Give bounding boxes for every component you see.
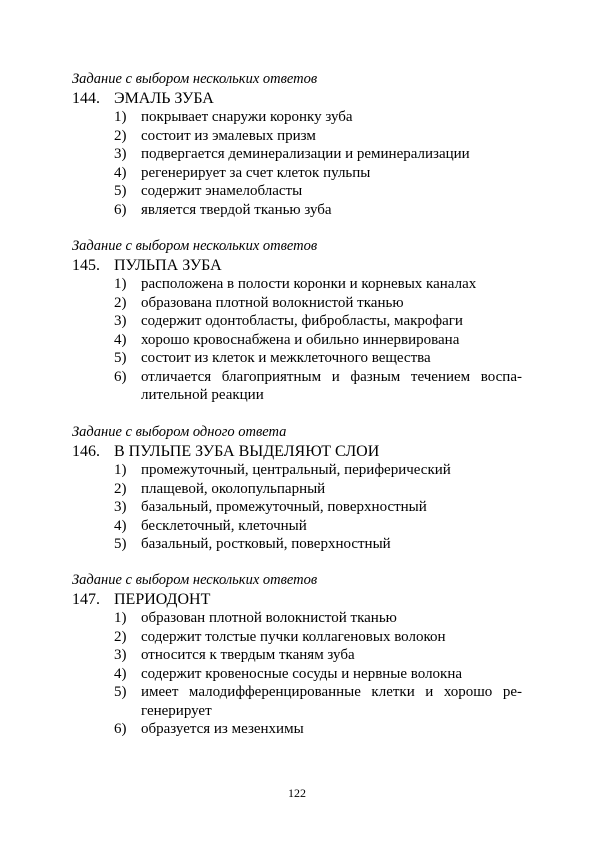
answer-option bbox=[0, 461, 594, 480]
answer-option bbox=[0, 517, 594, 536]
answer-option bbox=[0, 628, 594, 647]
option-number: 5) bbox=[114, 183, 127, 199]
answer-option bbox=[0, 182, 594, 201]
option-number: 1) bbox=[114, 109, 127, 125]
option-text: отличается благоприятным и фазным течением воспа- bbox=[141, 368, 522, 385]
option-number: 4) bbox=[114, 517, 127, 534]
answer-option bbox=[0, 720, 594, 739]
question-instruction: Задание с выбором нескольких ответов bbox=[72, 572, 318, 588]
option-number: 2) bbox=[114, 127, 127, 144]
option-number: 3) bbox=[114, 499, 127, 515]
option-number: 3) bbox=[114, 146, 127, 162]
question-title: ПЕРИОДОНТ bbox=[114, 591, 211, 608]
option-text: содержит кровеносные сосуды и нервные волокна bbox=[141, 665, 463, 682]
question-number: 144. bbox=[72, 90, 100, 107]
option-text: лительной реакции bbox=[141, 387, 264, 403]
option-text: образован плотной волокнистой тканью bbox=[141, 610, 397, 626]
page-number: 122 bbox=[288, 786, 306, 800]
answer-option bbox=[0, 331, 594, 350]
option-text: регенерирует за счет клеток пульпы bbox=[141, 164, 371, 181]
question-instruction: Задание с выбором одного ответа bbox=[72, 424, 287, 440]
option-text: образована плотной волокнистой тканью bbox=[141, 294, 404, 311]
option-number: 5) bbox=[114, 536, 127, 552]
option-text: базальный, промежуточный, поверхностный bbox=[141, 499, 427, 515]
answer-option bbox=[0, 275, 594, 294]
option-text: образуется из мезенхимы bbox=[141, 721, 304, 737]
option-text: базальный, ростковый, поверхностный bbox=[141, 536, 391, 552]
option-number: 3) bbox=[114, 313, 127, 329]
option-number: 2) bbox=[114, 480, 127, 497]
question-title: В ПУЛЬПЕ ЗУБА ВЫДЕЛЯЮТ СЛОИ bbox=[114, 443, 380, 460]
question-title: ПУЛЬПА ЗУБА bbox=[114, 257, 222, 274]
option-text: имеет малодифференцированные клетки и хорошо ре- bbox=[141, 684, 522, 700]
answer-option bbox=[0, 108, 594, 127]
option-number: 4) bbox=[114, 331, 127, 348]
question-number: 146. bbox=[72, 443, 100, 460]
answer-option bbox=[0, 145, 594, 164]
option-text: генерирует bbox=[141, 702, 212, 719]
option-number: 6) bbox=[114, 201, 127, 218]
option-text: состоит из эмалевых призм bbox=[141, 127, 316, 144]
option-number: 5) bbox=[114, 684, 127, 700]
option-number: 2) bbox=[114, 628, 127, 645]
option-number: 1) bbox=[114, 276, 127, 292]
answer-option bbox=[0, 665, 594, 684]
question-instruction: Задание с выбором нескольких ответов bbox=[72, 71, 318, 87]
option-number: 1) bbox=[114, 462, 127, 478]
answer-option bbox=[0, 127, 594, 146]
option-number: 2) bbox=[114, 294, 127, 311]
answer-option bbox=[0, 480, 594, 499]
answer-option bbox=[0, 368, 594, 403]
option-number: 5) bbox=[114, 350, 127, 366]
option-number: 1) bbox=[114, 610, 127, 626]
answer-option bbox=[0, 646, 594, 665]
answer-option bbox=[0, 683, 594, 719]
answer-option bbox=[0, 349, 594, 368]
option-text: расположена в полости коронки и корневых каналах bbox=[141, 276, 477, 292]
option-text: промежуточный, центральный, периферический bbox=[141, 462, 451, 478]
answer-option bbox=[0, 294, 594, 313]
option-number: 6) bbox=[114, 368, 127, 385]
option-text: плащевой, околопульпарный bbox=[141, 480, 326, 497]
option-text: бесклеточный, клеточный bbox=[141, 517, 307, 534]
option-text: содержит толстые пучки коллагеновых волокон bbox=[141, 628, 446, 645]
option-text: хорошо кровоснабжена и обильно иннервирована bbox=[141, 331, 460, 348]
option-number: 4) bbox=[114, 665, 127, 682]
question-number: 147. bbox=[72, 591, 100, 608]
option-number: 6) bbox=[114, 721, 127, 737]
option-text: состоит из клеток и межклеточного вещества bbox=[141, 350, 431, 366]
answer-option bbox=[0, 535, 594, 554]
answer-option bbox=[0, 164, 594, 183]
option-number: 3) bbox=[114, 647, 127, 663]
option-text: является твердой тканью зуба bbox=[141, 201, 332, 218]
option-number: 4) bbox=[114, 164, 127, 181]
question-title: ЭМАЛЬ ЗУБА bbox=[114, 90, 214, 107]
answer-option bbox=[0, 609, 594, 628]
question-instruction: Задание с выбором нескольких ответов bbox=[72, 238, 318, 254]
answer-option bbox=[0, 312, 594, 331]
answer-option bbox=[0, 498, 594, 517]
option-text: содержит энамелобласты bbox=[141, 183, 303, 199]
option-text: подвергается деминерализации и реминерализации bbox=[141, 146, 470, 162]
option-text: относится к твердым тканям зуба bbox=[141, 647, 355, 663]
answer-option bbox=[0, 201, 594, 220]
option-text: содержит одонтобласты, фибробласты, макрофаги bbox=[141, 313, 463, 329]
option-text: покрывает снаружи коронку зуба bbox=[141, 109, 353, 125]
question-number: 145. bbox=[72, 257, 100, 274]
